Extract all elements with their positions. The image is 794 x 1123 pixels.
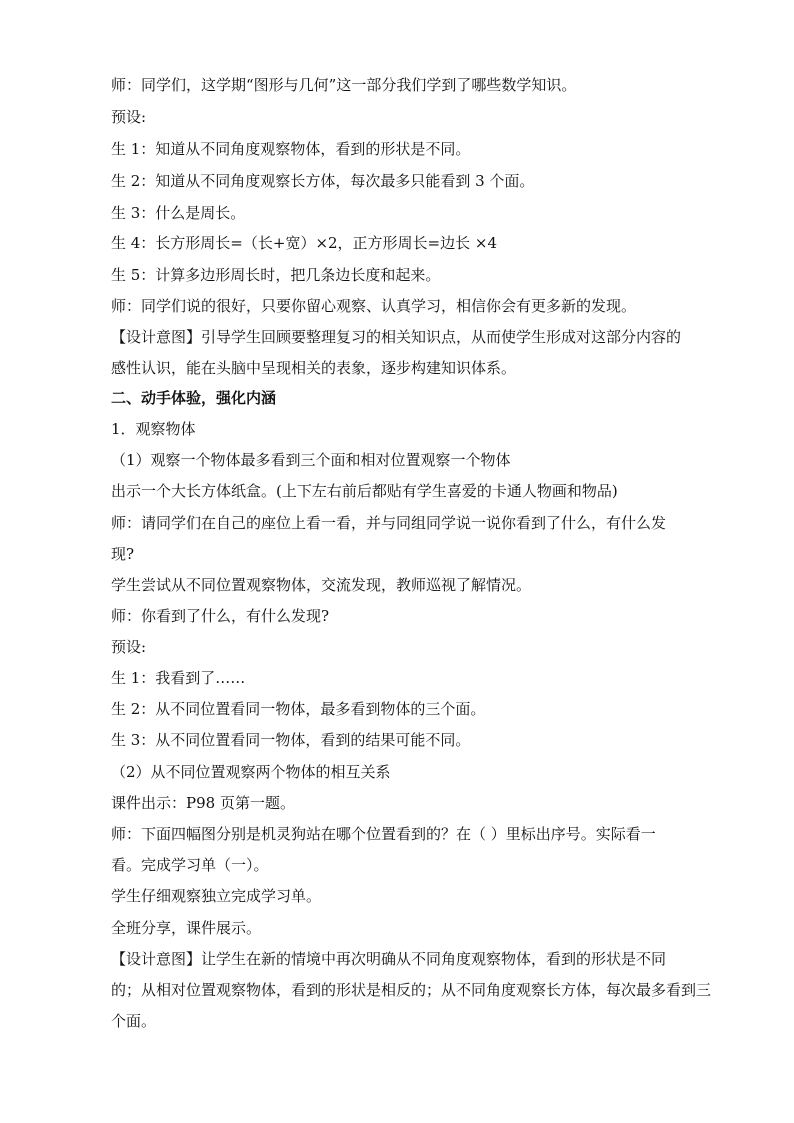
text-line: 学生仔细观察独立完成学习单。 (111, 887, 322, 905)
subsection-heading: （1）观察一个物体最多看到三个面和相对位置观察一个物体 (111, 451, 511, 469)
text-line: 生 2：知道从不同角度观察长方体，每次最多只能看到 3 个面。 (111, 172, 535, 190)
text-line: 师：下面四幅图分别是机灵狗站在哪个位置看到的？在（ ）里标出序号。实际看一 (111, 825, 656, 843)
text-line: 生 1：知道从不同角度观察物体，看到的形状是不同。 (111, 140, 471, 158)
text-line: 学生尝试从不同位置观察物体，交流发现，教师巡视了解情况。 (111, 576, 532, 594)
subsection-heading: 1．观察物体 (111, 420, 196, 438)
design-intent-line: 【设计意图】引导学生回顾要整理复习的相关知识点，从而使学生形成对这部分内容的 (111, 328, 682, 346)
text-line: 师：同学们说的很好，只要你留心观察、认真学习，相信你会有更多新的发现。 (111, 297, 637, 315)
text-line: 的；从相对位置观察物体，看到的形状是相反的；从不同角度观察长方体，每次最多看到三 (111, 981, 712, 999)
text-line: 师：同学们，这学期“图形与几何”这一部分我们学到了哪些数学知识。 (111, 76, 577, 94)
text-line: 现? (111, 545, 135, 563)
text-line: 个面。 (111, 1012, 157, 1030)
text-line: 生 3：什么是周长。 (111, 204, 246, 222)
text-line: 生 2：从不同位置看同一物体，最多看到物体的三个面。 (111, 700, 486, 718)
section-heading: 二、动手体验，强化内涵 (111, 389, 277, 407)
text-line: 出示一个大长方体纸盒。(上下左右前后都贴有学生喜爱的卡通人物画和物品) (111, 482, 618, 500)
text-line: 生 3：从不同位置看同一物体，看到的结果可能不同。 (111, 731, 471, 749)
text-line: 课件出示：P98 页第一题。 (111, 794, 295, 812)
text-line: 感性认识，能在头脑中呈现相关的表象，逐步构建知识体系。 (111, 359, 517, 377)
text-line: 师：你看到了什么，有什么发现? (111, 607, 330, 625)
text-line: 生 1：我看到了…… (111, 669, 246, 687)
text-line: 生 5：计算多边形周长时，把几条边长度和起来。 (111, 266, 441, 284)
text-line: 生 4：长方形周长=（长+宽）×2，正方形周长=边长 ×4 (111, 234, 498, 252)
text-line: 预设: (111, 108, 147, 126)
subsection-heading: （2）从不同位置观察两个物体的相互关系 (111, 763, 391, 781)
text-line: 全班分享，课件展示。 (111, 919, 262, 937)
text-line: 预设: (111, 638, 147, 656)
text-line: 师：请同学们在自己的座位上看一看，并与同组同学说一说你看到了什么，有什么发 (111, 514, 667, 532)
design-intent-line: 【设计意图】让学生在新的情境中再次明确从不同角度观察物体，看到的形状是不同 (111, 950, 667, 968)
text-line: 看。完成学习单（一）。 (111, 856, 269, 874)
